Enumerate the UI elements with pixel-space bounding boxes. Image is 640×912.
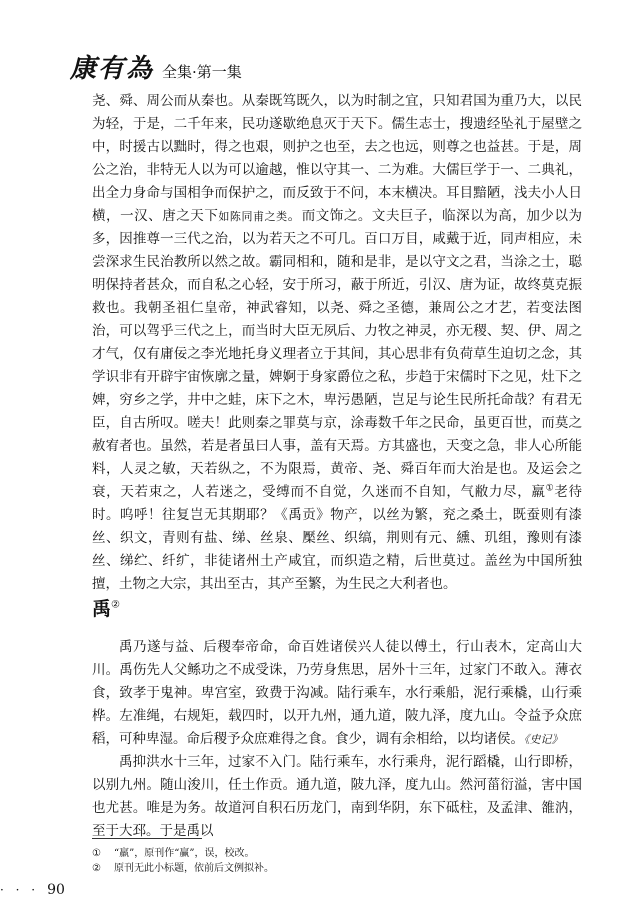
section-heading: 禹② [92, 598, 120, 620]
source-citation: 《史记》 [524, 733, 563, 746]
footnote-1: ① “羸”，原刊作“赢”，误，校改。 [92, 848, 255, 859]
series-title: 全集·第一集 [162, 63, 242, 81]
main-passage [92, 90, 582, 596]
book-logo: 康有為 [70, 54, 155, 84]
passage-paragraph: 尧、舜、周公而从秦也。从秦既笃既久，以为时制之宜，只知君国为重乃大，以民为轻，于是，二千年来，民功遂歇绝息灭于天下。儒生志士，搜遗经坠礼于屋壁之中，时援古以黜时，得之也艰，则护之也至，去之也远，则尊之也益甚。于是，周公之治，非特无人以为可以逾越，惟以守其一、二为难。大儒巨学于一、二典礼，出全力身命与国相争而保护之，而反致于不问，本末横决。耳目黯陋，浅夫小人日横，一汉、唐之天下如陈同甫之类。而文饰之。文夫巨子，临深以为高，加少以为多，因推尊一三代之治，以为若天之不可几。百口万目，咸戴于近，同声相应，未尝深求生民治教所以然之故。霸同相和，随和是非，是以守文之君，当涂之士，聪明保持者甚众，而自私之心轻，安于所习，蔽于所近，引汉、唐为证，故终莫克振救也。我朝圣祖仁皇帝，神武睿知，以尧、舜之圣德，兼周公之才艺，若变法图治，可以驾乎三代之上，而当时大臣无夙后、力牧之神灵，亦无稷、契、伊、周之才气，仅有庸佞之李光地托身义理者立于其间，其心思非有负荷草生迫切之念，其学识非有开辟宇宙恢廓之量，婢婀于身家爵位之私，步趋于宋儒时下之见，灶下之婢，穷乡之学，井中之蛙，床下之木，卑污愚陋，岂足与论生民所托命哉？有君无臣，自古所叹。嗟夫！此则秦之罪莫与京，涂毒数千年之民命，虽更百世，而莫之赦宥者也。虽然，若是者虽曰人事，盖有天焉。方其盛也，天变之急，非人心所能料，人灵之敏，天若纵之，不为限焉，黄帝、尧、舜百年而大治是也。及运会之衰，天若束之，人若迷之，受缚而不自觉，久迷而不自知，气敝力尽，羸①老待时。呜呼！往复岂无其期耶？《禹贡》物产，以丝为繁，兖之桑土，既蚕则有漆丝、织文，青则有盐、绨、丝泉、檿丝、织缟，荆则有元、纁、玑组，豫则有漆丝、绨纻、纤纩，非徒诸州土产咸宜，而织造之精，后世莫过。盖丝为中国所独擅，土物之大宗，其出至古，其产至繁，为生民之大利者也。 [92, 93, 583, 592]
section-body [92, 636, 582, 843]
page-number-value: 90 [47, 882, 65, 898]
footnote-2: ② 原刊无此小标题，依前后文例拟补。 [92, 863, 274, 874]
footnote-ref-2[interactable]: ② [111, 599, 120, 611]
section-paragraph-2: 禹抑洪水十三年，过家不入门。陆行乘车，水行乘舟，泥行蹈橇，山行即桥，以别九州。随山浚川，任土作贡。通九道，陂九泽，度九山。然河菑衍溢，害中国也尤甚。唯是为务。故道河自积石历龙门，南到华阴，东下砥柱，及孟津、雒汭，至于大邳。于是禹以 [92, 754, 582, 839]
footnote-divider [92, 838, 202, 839]
page-number [0, 882, 65, 898]
footnote-ref-1[interactable]: ① [545, 483, 555, 494]
annotated-char: 羸 [531, 484, 546, 500]
footnotes [92, 846, 582, 876]
section-paragraph-1: 禹乃遂与益、后稷奉帝命，命百姓诸侯兴人徒以傅土，行山表木，定高山大川。禹伤先人父鲧功之不成受诛，乃劳身焦思，居外十三年，过家门不敢入。薄衣食，致孝于鬼神。卑宫室，致费于沟减。陆行乘车，水行乘船，泥行乘橇，山行乘桦。左准绳，右规矩，载四时，以开九州，通九道，陂九泽，度九山。令益予众庶稻，可种卑湿。命后稷予众庶难得之食。食少，调有余相给，以均诸侯。《史记》 [92, 639, 582, 747]
page-dots: · · · [0, 883, 40, 897]
running-header [70, 54, 242, 84]
inline-note: 如陈同甫之类 [218, 210, 288, 223]
